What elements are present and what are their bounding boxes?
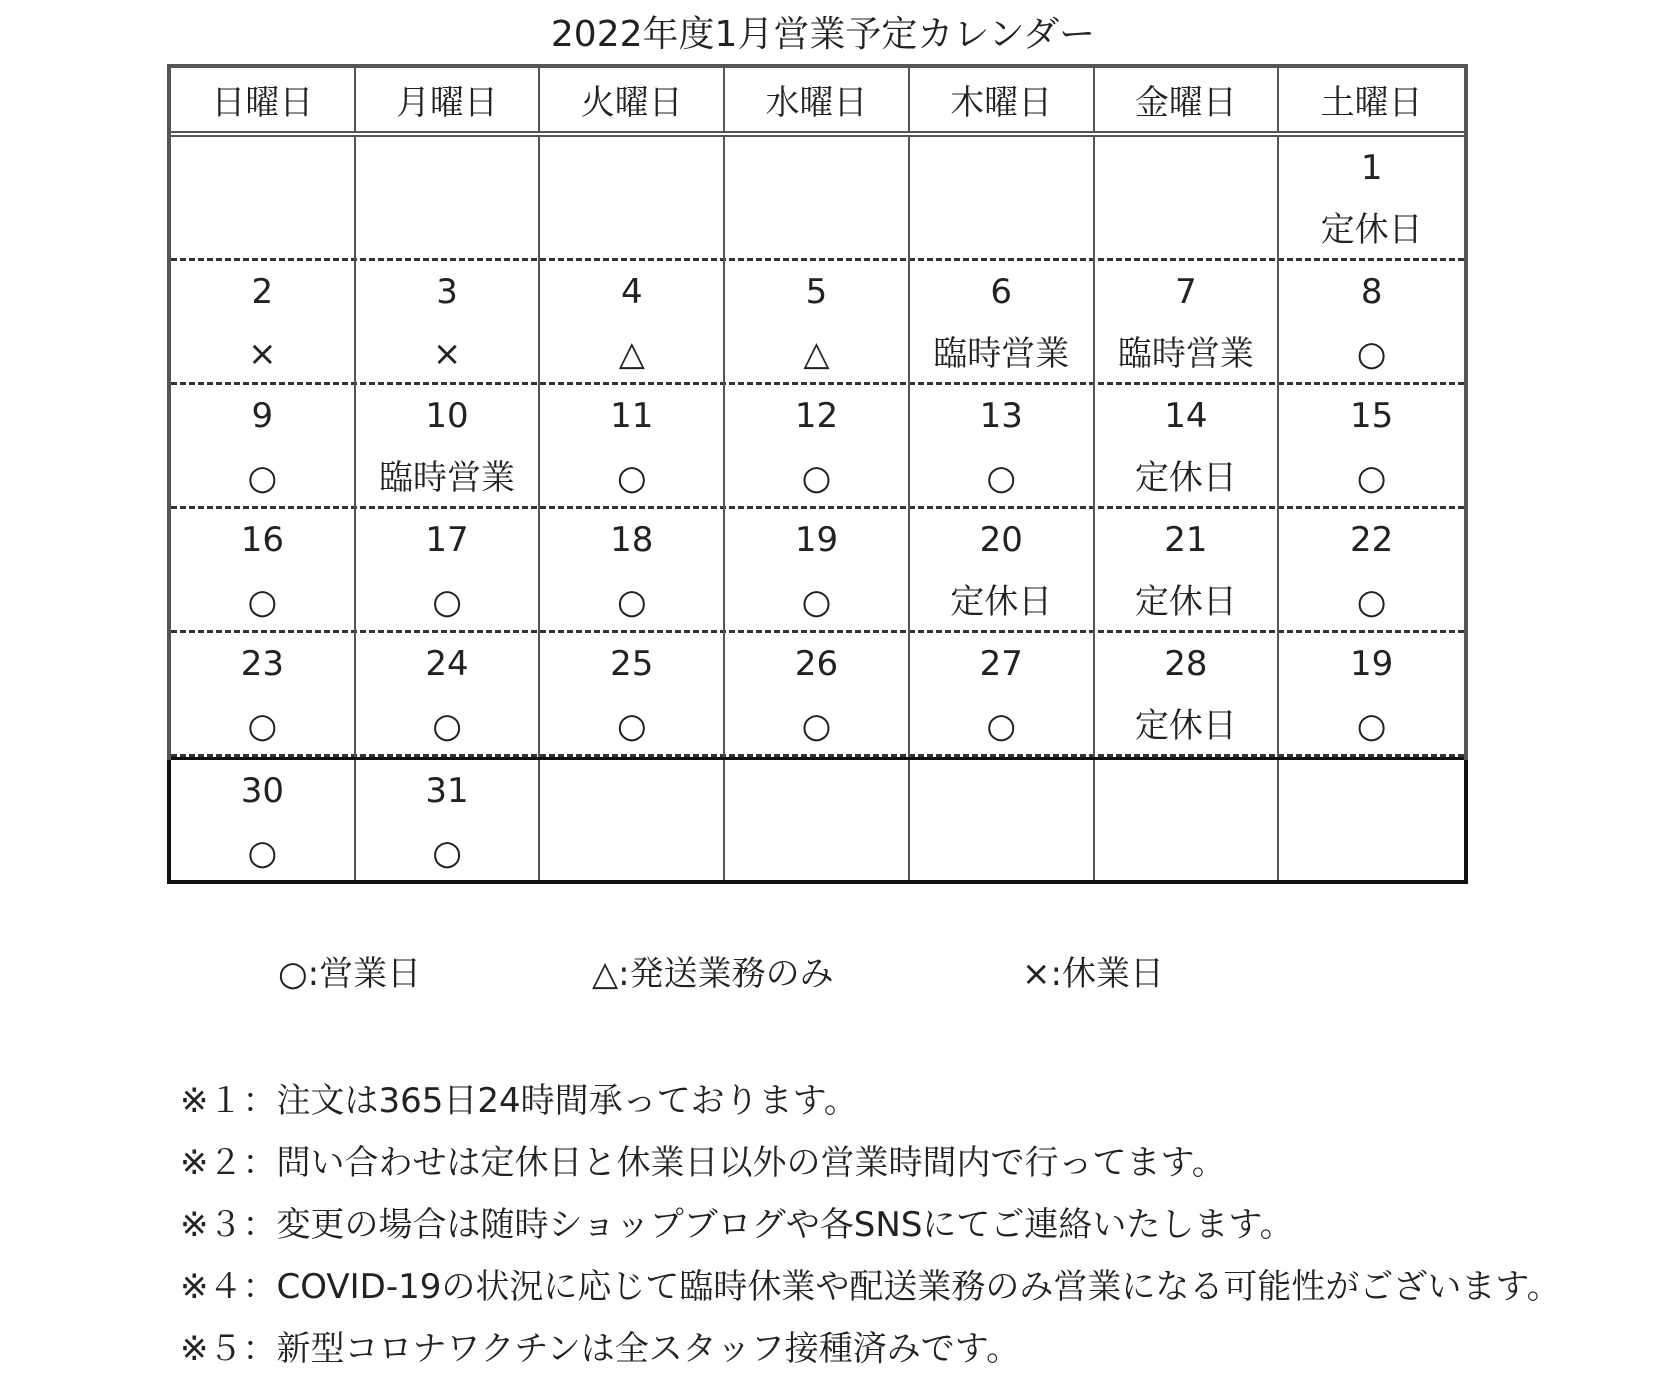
day-status: 定休日 xyxy=(1134,706,1237,746)
weekday-saturday: 土曜日 xyxy=(1320,83,1423,123)
day-status: ○ xyxy=(432,833,462,873)
day-cell xyxy=(356,261,541,385)
day-cell xyxy=(1279,137,1464,261)
weekday-wednesday: 水曜日 xyxy=(725,68,910,131)
day-number: 11 xyxy=(610,396,654,436)
weekday-header xyxy=(171,68,1464,137)
week-row-6 xyxy=(171,757,1464,881)
day-number: 24 xyxy=(425,644,469,684)
day-status: ○ xyxy=(1356,582,1387,622)
day-cell xyxy=(1279,633,1464,757)
business-calendar xyxy=(167,64,1468,884)
day-cell xyxy=(725,509,910,633)
week-row-2 xyxy=(171,261,1464,385)
week-row-4 xyxy=(171,509,1464,633)
day-number: 13 xyxy=(979,396,1023,436)
day-cell xyxy=(356,137,541,261)
weekday-friday: 金曜日 xyxy=(1095,68,1280,131)
day-number: 15 xyxy=(1350,396,1394,436)
note-item: ※１：注文は365日24時間承っております。 xyxy=(180,1081,858,1121)
day-cell xyxy=(171,760,356,884)
day-number: 3 xyxy=(436,272,458,312)
day-status: 定休日 xyxy=(950,582,1053,622)
day-status: 臨時営業 xyxy=(379,458,516,498)
weekday-sunday: 日曜日 xyxy=(171,68,356,131)
day-cell xyxy=(910,633,1095,757)
day-status: × xyxy=(248,334,277,374)
day-number: 9 xyxy=(251,396,274,436)
day-number: 26 xyxy=(794,644,839,684)
legend-shipping-only: △:発送業務のみ xyxy=(592,954,834,994)
day-number: 19 xyxy=(1350,644,1394,684)
day-status: ○ xyxy=(616,582,647,622)
calendar-title: 2022年度1月営業予定カレンダー xyxy=(550,14,1096,55)
note-item: ※２：問い合わせは定休日と休業日以外の営業時間内で行ってます。 xyxy=(180,1143,1226,1183)
day-number: 4 xyxy=(620,272,643,312)
weekday-tuesday: 火曜日 xyxy=(540,68,725,131)
note-item: ※４：COVID-19の状況に応じて臨時休業や配送業務のみ営業になる可能性がございます。 xyxy=(180,1267,1561,1307)
day-cell xyxy=(171,261,356,385)
day-status: ○ xyxy=(1356,334,1387,374)
weekday-monday: 月曜日 xyxy=(356,68,541,131)
day-cell xyxy=(1095,137,1280,261)
day-status: 定休日 xyxy=(1134,458,1237,498)
day-cell xyxy=(725,261,910,385)
day-cell xyxy=(910,509,1095,633)
day-cell xyxy=(910,261,1095,385)
day-cell xyxy=(725,633,910,757)
day-status: 定休日 xyxy=(1134,582,1237,622)
note-item: ※３：変更の場合は随時ショップブログや各SNSにてご連絡いたします。 xyxy=(180,1205,1294,1245)
day-cell xyxy=(910,137,1095,261)
day-number: 21 xyxy=(1164,520,1208,560)
day-number: 20 xyxy=(979,520,1023,560)
day-number: 31 xyxy=(425,771,469,811)
weekday-thursday: 木曜日 xyxy=(910,68,1095,131)
day-number: 8 xyxy=(1360,272,1383,312)
day-status: × xyxy=(432,334,462,374)
day-cell xyxy=(910,385,1095,509)
day-cell xyxy=(1095,633,1280,757)
day-number: 28 xyxy=(1164,644,1208,684)
day-status: ○ xyxy=(616,706,647,746)
day-cell xyxy=(1095,385,1280,509)
legend-closed: ×:休業日 xyxy=(1022,954,1164,994)
day-status: ○ xyxy=(432,706,462,746)
note-item: ※５：新型コロナワクチンは全スタッフ接種済みです。 xyxy=(180,1329,1021,1369)
day-number: 22 xyxy=(1350,520,1394,560)
day-cell xyxy=(356,509,541,633)
day-status: ○ xyxy=(247,833,278,873)
day-number: 25 xyxy=(610,644,654,684)
day-number: 2 xyxy=(251,272,274,312)
day-status: ○ xyxy=(247,582,278,622)
day-number: 27 xyxy=(979,644,1023,684)
day-cell xyxy=(540,385,725,509)
day-status: 臨時営業 xyxy=(933,334,1070,374)
day-status: ○ xyxy=(801,582,832,622)
day-status: ○ xyxy=(432,582,462,622)
day-cell xyxy=(1095,509,1280,633)
day-status: 臨時営業 xyxy=(1117,334,1254,374)
day-status: ○ xyxy=(247,706,278,746)
notes-list xyxy=(180,1070,1561,1380)
day-number: 16 xyxy=(240,520,284,560)
day-number: 5 xyxy=(805,272,828,312)
day-cell xyxy=(171,137,356,261)
day-number: 1 xyxy=(1360,148,1383,188)
day-cell xyxy=(540,261,725,385)
day-number: 23 xyxy=(240,644,284,684)
day-cell xyxy=(171,509,356,633)
day-cell xyxy=(171,633,356,757)
day-number: 6 xyxy=(990,272,1013,312)
day-number: 14 xyxy=(1164,396,1208,436)
day-status: ○ xyxy=(616,458,647,498)
week-row-5 xyxy=(171,633,1464,757)
day-status: ○ xyxy=(1356,706,1387,746)
day-status: ○ xyxy=(247,458,278,498)
day-number: 12 xyxy=(794,396,839,436)
day-status: △ xyxy=(618,334,645,374)
day-number: 30 xyxy=(240,771,284,811)
day-status: ○ xyxy=(986,706,1017,746)
day-status: ○ xyxy=(801,706,832,746)
day-status: △ xyxy=(803,334,830,374)
day-number: 10 xyxy=(425,396,469,436)
day-cell xyxy=(1279,385,1464,509)
day-cell xyxy=(725,137,910,261)
day-cell xyxy=(356,385,541,509)
day-cell xyxy=(725,385,910,509)
legend-open: ○:営業日 xyxy=(278,954,422,994)
day-status: ○ xyxy=(801,458,832,498)
day-cell xyxy=(540,509,725,633)
day-cell xyxy=(1279,509,1464,633)
day-cell xyxy=(540,633,725,757)
day-status: ○ xyxy=(986,458,1017,498)
day-cell xyxy=(1095,760,1280,884)
week-row-3 xyxy=(171,385,1464,509)
day-cell xyxy=(910,760,1095,884)
day-cell xyxy=(171,385,356,509)
day-cell xyxy=(540,137,725,261)
day-status: 定休日 xyxy=(1320,210,1423,250)
day-cell xyxy=(356,633,541,757)
day-cell xyxy=(540,760,725,884)
day-cell xyxy=(356,760,541,884)
day-cell xyxy=(1095,261,1280,385)
day-number: 19 xyxy=(794,520,839,560)
day-number: 18 xyxy=(610,520,654,560)
day-number: 17 xyxy=(425,520,469,560)
day-number: 7 xyxy=(1175,272,1197,312)
day-status: ○ xyxy=(1356,458,1387,498)
day-cell xyxy=(1279,760,1464,884)
day-cell xyxy=(1279,261,1464,385)
day-cell xyxy=(725,760,910,884)
week-row-1 xyxy=(171,137,1464,261)
